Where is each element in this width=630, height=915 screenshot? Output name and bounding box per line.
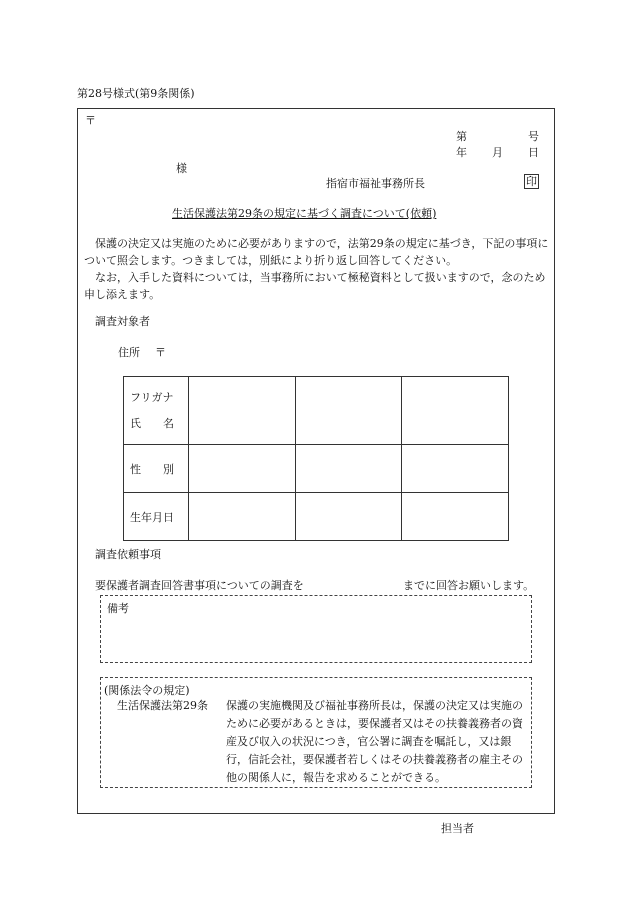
request-heading: 調査依頼事項 [95, 548, 161, 561]
doc-number-suffix: 号 [528, 130, 539, 143]
date-year: 年 [456, 146, 467, 159]
postal-mark: 〒 [85, 114, 96, 127]
body-paragraph-2: なお，入手した資料については，当事務所において極秘資料として扱いますので，念のため申し添えます。 [84, 271, 546, 301]
date-month: 月 [492, 146, 503, 159]
name-label-cell [124, 377, 189, 445]
form-number-label: 第28号様式(第9条関係) [77, 87, 195, 100]
table-row [124, 445, 509, 493]
body-text [84, 235, 552, 303]
subject-table [123, 376, 509, 541]
birthdate-cell-3[interactable] [402, 493, 509, 541]
furigana-label: フリガナ [130, 390, 174, 404]
document-title: 生活保護法第29条の規定に基づく調査について(依頼) [172, 207, 437, 220]
gender-cell-3[interactable] [402, 445, 509, 493]
subject-heading: 調査対象者 [95, 315, 150, 328]
gender-label: 性 別 [124, 445, 189, 493]
remarks-box[interactable] [100, 595, 532, 663]
name-cell-3[interactable] [402, 377, 509, 445]
date-day: 日 [528, 146, 539, 159]
table-row [124, 377, 509, 445]
gender-cell-2[interactable] [295, 445, 402, 493]
body-paragraph-1: 保護の決定又は実施のために必要がありますので，法第29条の規定に基づき，下記の事項について照会します。つきましては，別紙により折り返し回答してください。 [84, 237, 549, 267]
name-cell-1[interactable] [189, 377, 296, 445]
address-postal-mark: 〒 [155, 346, 166, 359]
name-label: 氏 名 [130, 416, 174, 430]
law-heading: (関係法令の規定) [104, 684, 190, 697]
table-row [124, 493, 509, 541]
gender-cell-1[interactable] [189, 445, 296, 493]
seal-mark [524, 174, 539, 189]
birthdate-cell-1[interactable] [189, 493, 296, 541]
request-line-end: までに回答お願いします。 [403, 579, 535, 592]
law-text: 保護の実施機関及び福祉事務所長は，保護の決定又は実施のために必要があるときは，要保護者又はその扶養義務者の資産及び収入の状況につき，官公署に調査を嘱託し，又は銀行，信託会社，要保護者若しくはその扶養義務者の雇主その他の関係人に，報告を求めることができる。 [226, 699, 523, 784]
birthdate-label: 生年月日 [124, 493, 189, 541]
law-article: 生活保護法第29条 [117, 699, 208, 712]
name-cell-2[interactable] [295, 377, 402, 445]
seal-text: 印 [526, 175, 537, 188]
sender-name: 指宿市福祉事務所長 [326, 177, 425, 190]
doc-number-prefix: 第 [456, 130, 467, 143]
address-label: 住所 [118, 346, 140, 359]
request-line-start: 要保護者調査回答書事項についての調査を [95, 579, 304, 592]
contact-label: 担当者 [441, 822, 474, 835]
birthdate-cell-2[interactable] [295, 493, 402, 541]
remarks-label: 備考 [107, 602, 129, 615]
addressee-suffix: 様 [176, 162, 187, 175]
